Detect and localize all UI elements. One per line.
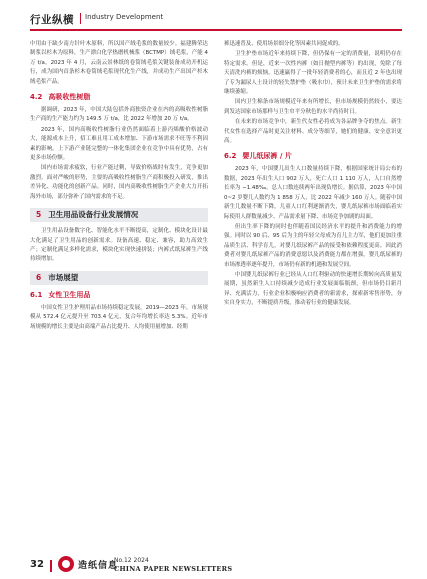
- section-title: 婴儿纸尿裤 / 片: [242, 152, 292, 161]
- section-title: 市场展望: [48, 272, 79, 282]
- section-title: 女性卫生用品: [48, 290, 91, 299]
- section-heading-6: [30, 271, 208, 285]
- paragraph: 国内卫生棉条市场规模近年来有所增长，但市场规模仍然较小，要达到发达国家市场那样与卫生巾平分秋色的水平尚待时日。: [224, 99, 402, 115]
- column-title-en: Industry Development: [85, 13, 164, 21]
- section-number: 6.2: [224, 152, 237, 161]
- issue-number: No.12 2024: [114, 557, 149, 564]
- section-number: 6.1: [30, 290, 43, 299]
- right-column: [224, 40, 402, 310]
- publication-name: 造纸信息: [78, 561, 119, 571]
- page-footer: [0, 548, 427, 579]
- header-separator: [80, 13, 81, 24]
- section-title: 高吸收性树脂: [48, 93, 91, 102]
- paragraph: 卫生护垫市场近年来持续下降，但仍保有一定的消费量，说明仍存在特定需求。但是，近来一次性内裤（如日抛型内裤等）的出现，免除了每天清洗内裤的烦恼，迅速赢得了一批年轻消费者的心，而且近 2 年也出现了专为漏尿人士设计的轻失禁护垫（吸水巾），预计未来卫生护垫的需求将继续萎缩。: [224, 51, 402, 96]
- paragraph: 国内市场需求疲软，行业产能过剩，导致价格战时有发生，竞争更加激烈。面对严峻的形势，主要的高吸收性树脂生产商积极投入研发，推出差异化、功能化的创新产品。同时，国内高吸收性树脂生产企业大力开拓海外市场，部分弥补了国内需求的不足。: [30, 165, 208, 200]
- header-rule: [30, 29, 402, 31]
- publication-name-en: CHINA PAPER NEWSLETTERS: [114, 565, 233, 573]
- paragraph: 但出生率下降的同时也伴随着国民经济水平的提升和消费能力的增强。同时以 90 后、95 后为主的年轻父母成为育儿主力军，他们更加注重品质生活、科学育儿，对婴儿纸尿裤产品的接受和依赖程度更高。因此消费者对婴儿纸尿裤产品的消费意愿以及消费能力都在增强，婴儿纸尿裤的市场渗透率逐年提升，市场仍有新的机遇和发展空间。: [224, 223, 402, 268]
- page-header: [0, 0, 427, 30]
- paragraph: 中用由于缺少南方针叶木原料，所以国产绒毛浆的数量较少。福建腾荣达制浆以杉木为原料，生产漂白化学热磨机械浆（BCTMP）绒毛浆，产能 4 万 t/a。2023 年 4 月，云南云景林纸的卷筒绒毛浆关键装备成功开机运行，成为国内首条杉木卷筒绒毛浆现代化生产线，并成功生产出国产杉木绒毛浆产品。: [30, 41, 208, 85]
- paragraph: 裤迅速普及、使用场景细分化等因素共同促成的。: [224, 41, 344, 47]
- page-number: 32: [30, 559, 44, 570]
- paragraph: 在未来的市场竞争中，新生代女性必将成为各品牌争夺的焦点。新生代女性在选择产品时更关注材料、成分等细节，她们的健康、安全意识更高。: [224, 119, 402, 145]
- publication-logo-icon: [58, 556, 74, 572]
- section-heading-5: [30, 208, 208, 222]
- section-heading-6-2: [224, 151, 402, 161]
- paragraph: 2023 年，国内高吸收性树脂行业仍然面临着上游丙烯酸价格波动大，能源成本上升，招工难且用工成本增加、下游市场需求不旺等不利因素的影响。上下游产业链完整的一体化集团企业在竞争中具有优势，占有更多市场份额。: [30, 126, 208, 162]
- section-number: 5: [36, 210, 42, 220]
- section-title: 卫生用品设备行业发展情况: [48, 210, 139, 220]
- footer-separator: [50, 560, 52, 572]
- paragraph: 中国婴儿纸尿裤行业已经从人口红利驱动的快速增长期转向高质量发展期，虽然新生人口持续减少造成行业发展面临瓶颈，但市场仍目新月异、充满活力，行业企业积极响应消费者的新需求，探索新零售形势，夯实自身实力，不断提质升级，推动着行业的健康发展。: [224, 271, 402, 307]
- section-heading-6-1: [30, 290, 208, 300]
- paragraph: 据调研，2023 年，中国大陆包括外商独资企业在内的高吸收性树脂生产商的生产能力约为 149.5 万 t/a，比 2022 年增加 20 万 t/a。: [30, 107, 208, 123]
- paragraph: 2023 年，中国婴儿出生人口数量持续下降，根据国家统计局公布的数据，2023 年出生人口 902 万人，死亡人口 1 110 万人，人口自然增长率为 −1.48‰，总人口数连续两年出现负增长。据估算，2023 年中国 0~2 岁婴儿人数约为 1 858 万人，比 2022 年减少 160 万人。随着中国新生儿数量不断下降，儿童人口红利逐渐消失，婴儿纸尿裤市场面临着实际使用人群数量减少、产品需求量下降、市场竞争加剧的局面。: [224, 166, 402, 220]
- column-title: 行业纵横: [30, 14, 74, 26]
- paragraph: 卫生用品设备数字化、智能化水平不断提高，定制化、模块化设计最大化满足了卫生用品的创新需求。设备高速、稳定、兼容，助力高效生产；定制化满足多样化需求，模块化实现快速拼装；内裤式纸尿裤生产线持续增加。: [30, 228, 208, 263]
- section-number: 6: [36, 272, 42, 282]
- section-heading-4-2: [30, 92, 208, 102]
- section-number: 4.2: [30, 93, 43, 102]
- left-column: [30, 40, 208, 333]
- paragraph: 中国女性卫生护理用品市场持续稳定发展，2019—2023 年，市场规模从 572.4 亿元提升至 703.4 亿元，复合年均增长率达 5.3%。近年市场规模的增长主要是由高端产品占比提升、人均使用量增加、经期: [30, 304, 208, 330]
